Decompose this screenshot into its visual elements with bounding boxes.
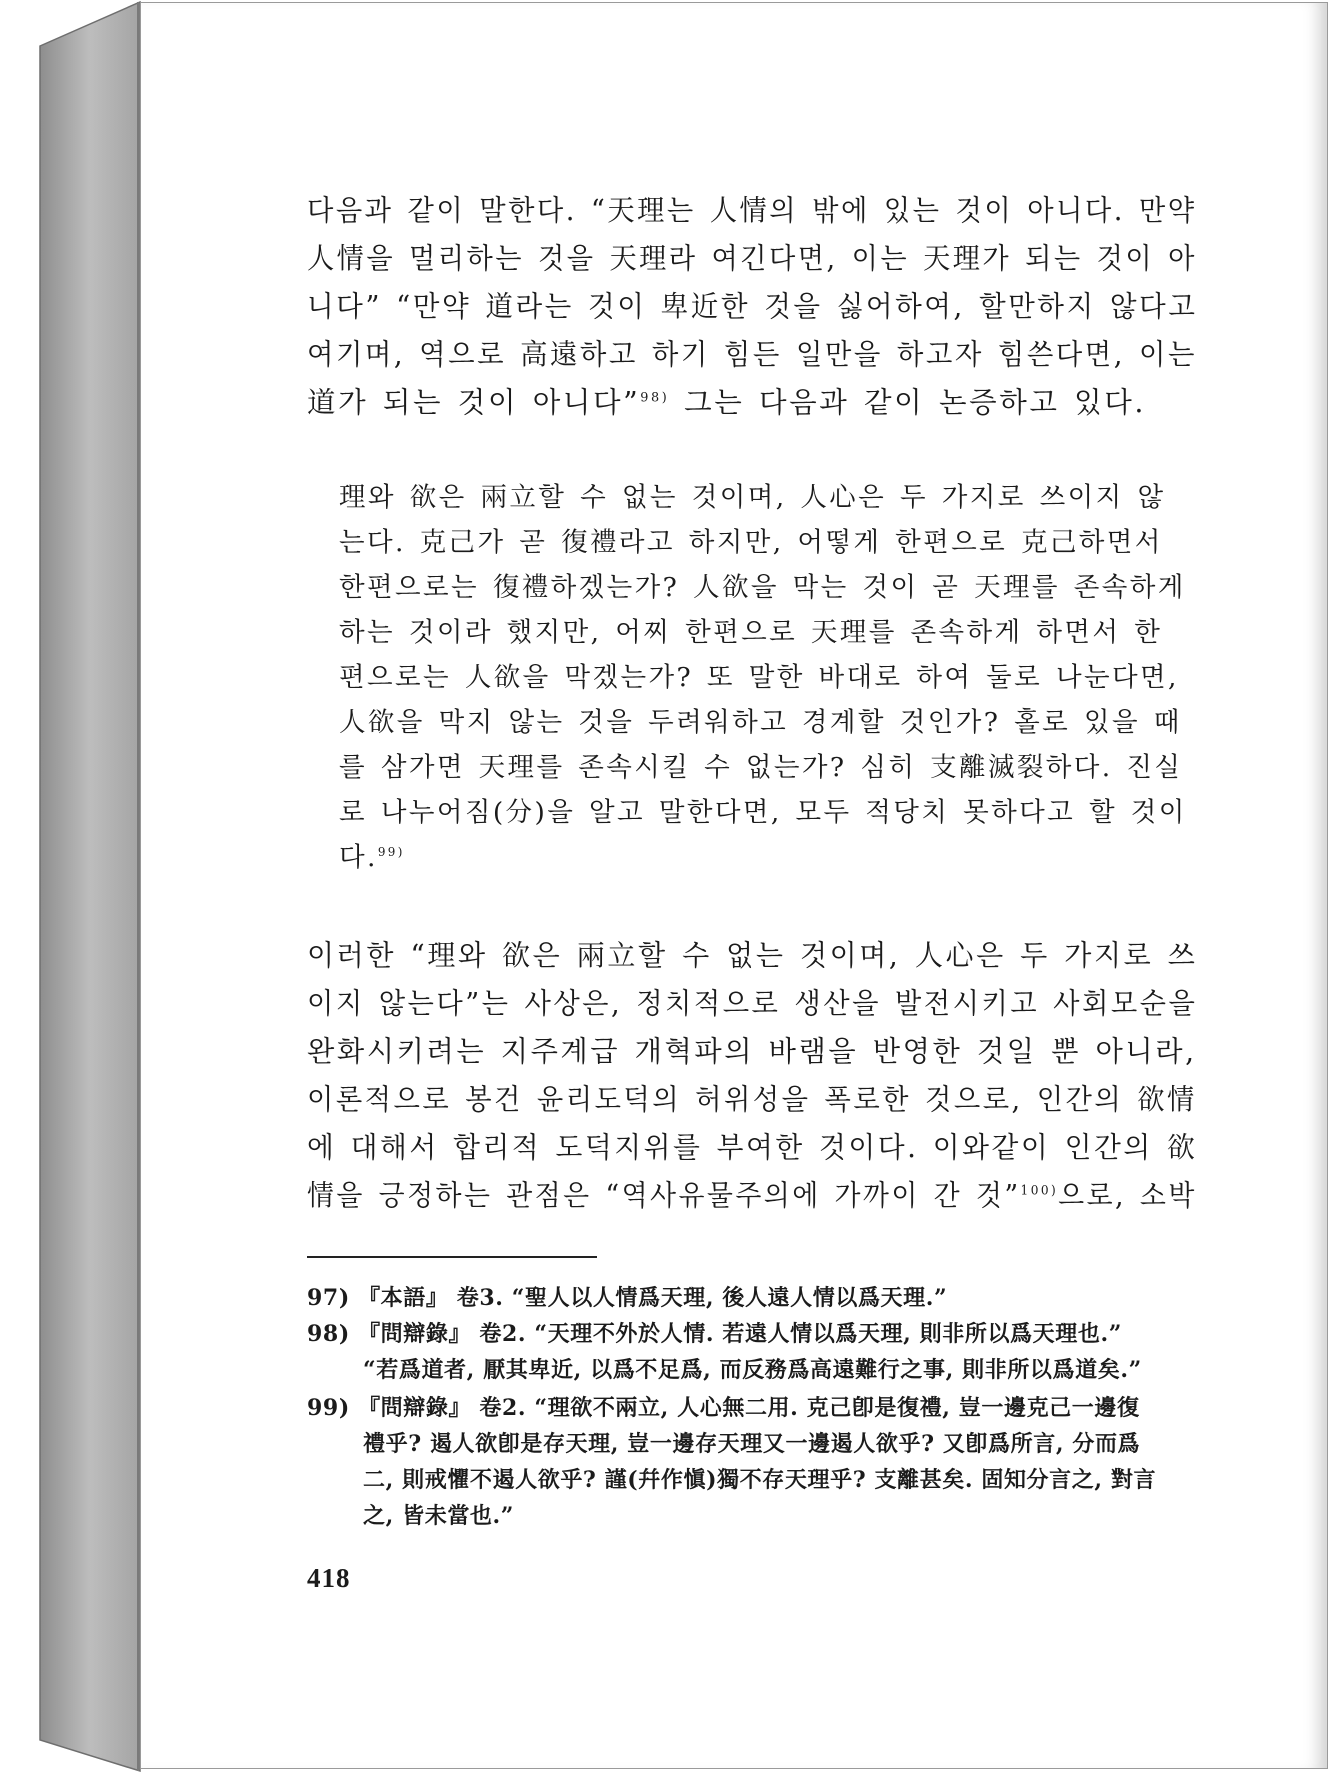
body-line: 여기며, 역으로 高遠하고 하기 힘든 일만을 하고자 힘쓴다면, 이는: [307, 338, 1197, 371]
quote-line: 는다. 克己가 곧 復禮라고 하지만, 어떻게 한편으로 克己하면서: [339, 527, 1163, 558]
body-line: 다음과 같이 말한다. “天理는 人情의 밖에 있는 것이 아니다. 만약: [307, 194, 1197, 227]
body-line-text: 그는 다음과 같이 논증하고 있다.: [669, 386, 1147, 419]
body-line: [307, 1173, 1197, 1214]
book-spine-edge: [38, 0, 142, 1773]
body-line: 완화시키려는 지주계급 개혁파의 바램을 반영한 것일 뿐 아니라,: [307, 1035, 1197, 1068]
footnote-99-continued: 二, 則戒懼不遏人欲乎? 謹(幷作愼)獨不存天理乎? 支離甚矣. 固知分言之, 對言: [363, 1467, 1157, 1493]
page-sheet: [140, 2, 1328, 1769]
quote-line: 하는 것이라 했지만, 어찌 한편으로 天理를 존속하게 하면서 한: [339, 617, 1163, 648]
footnote-ref-98: 98): [640, 390, 670, 406]
footnote-ref-99: 99): [377, 845, 405, 860]
body-line: 人情을 멀리하는 것을 天理라 여긴다면, 이는 天理가 되는 것이 아: [307, 242, 1197, 275]
quote-line: [339, 835, 405, 874]
body-line-text: 으로, 소박: [1058, 1179, 1197, 1212]
body-line-text: 情을 긍정하는 관점은 “역사유물주의에 가까이 간 것”: [307, 1179, 1021, 1212]
footnote-separator: [307, 1256, 597, 1258]
quote-line: 人欲을 막지 않는 것을 두려워하고 경계할 것인가? 홀로 있을 때: [339, 707, 1182, 738]
quote-line: 한편으로는 復禮하겠는가? 人欲을 막는 것이 곧 天理를 존속하게: [339, 572, 1186, 603]
body-line: [307, 380, 1146, 421]
quote-line: 로 나누어짐(分)을 알고 말한다면, 모두 적당치 못하다고 할 것이: [339, 797, 1187, 828]
page-number: 418: [307, 1563, 351, 1593]
footnote-97: 97) 『本語』 卷3. “聖人以人情爲天理, 後人遠人情以爲天理.”: [307, 1285, 948, 1311]
body-line: 이러한 “理와 欲은 兩立할 수 없는 것이며, 人心은 두 가지로 쓰: [307, 939, 1198, 972]
body-line: 이지 않는다”는 사상은, 정치적으로 생산을 발전시키고 사회모순을: [307, 987, 1198, 1020]
quote-line: 를 삼가면 天理를 존속시킬 수 없는가? 심히 支離滅裂하다. 진실: [339, 752, 1183, 783]
body-line: 니다” “만약 道라는 것이 卑近한 것을 싫어하여, 할만하지 않다고: [307, 290, 1198, 323]
footnote-99-continued: 之, 皆未當也.”: [363, 1503, 515, 1529]
quote-line-text: 다.: [339, 842, 378, 873]
footnote-ref-100: 100): [1020, 1183, 1059, 1199]
quote-line: 편으로는 人欲을 막겠는가? 또 말한 바대로 하여 둘로 나눈다면,: [339, 662, 1179, 693]
footnote-99-continued: 禮乎? 遏人欲卽是存天理, 豈一邊存天理又一邊遏人欲乎? 又卽爲所言, 分而爲: [363, 1431, 1141, 1457]
body-line: 에 대해서 합리적 도덕지위를 부여한 것이다. 이와같이 인간의 欲: [307, 1131, 1198, 1164]
footnote-98: 98) 『問辯錄』 卷2. “天理不外於人情. 若遠人情以爲天理, 則非所以爲天理也.”: [307, 1321, 1122, 1347]
quote-line: 理와 欲은 兩立할 수 없는 것이며, 人心은 두 가지로 쓰이지 않: [339, 482, 1166, 513]
footnote-98-continued: “若爲道者, 厭其卑近, 以爲不足爲, 而反務爲高遠難行之事, 則非所以爲道矣.”: [363, 1357, 1142, 1383]
body-line-text: 道가 되는 것이 아니다”: [307, 386, 641, 419]
footnote-99: 99) 『問辯錄』 卷2. “理欲不兩立, 人心無二用. 克己卽是復禮, 豈一邊克己一邊復: [307, 1395, 1140, 1421]
body-line: 이론적으로 봉건 윤리도덕의 허위성을 폭로한 것으로, 인간의 欲情: [307, 1083, 1197, 1116]
